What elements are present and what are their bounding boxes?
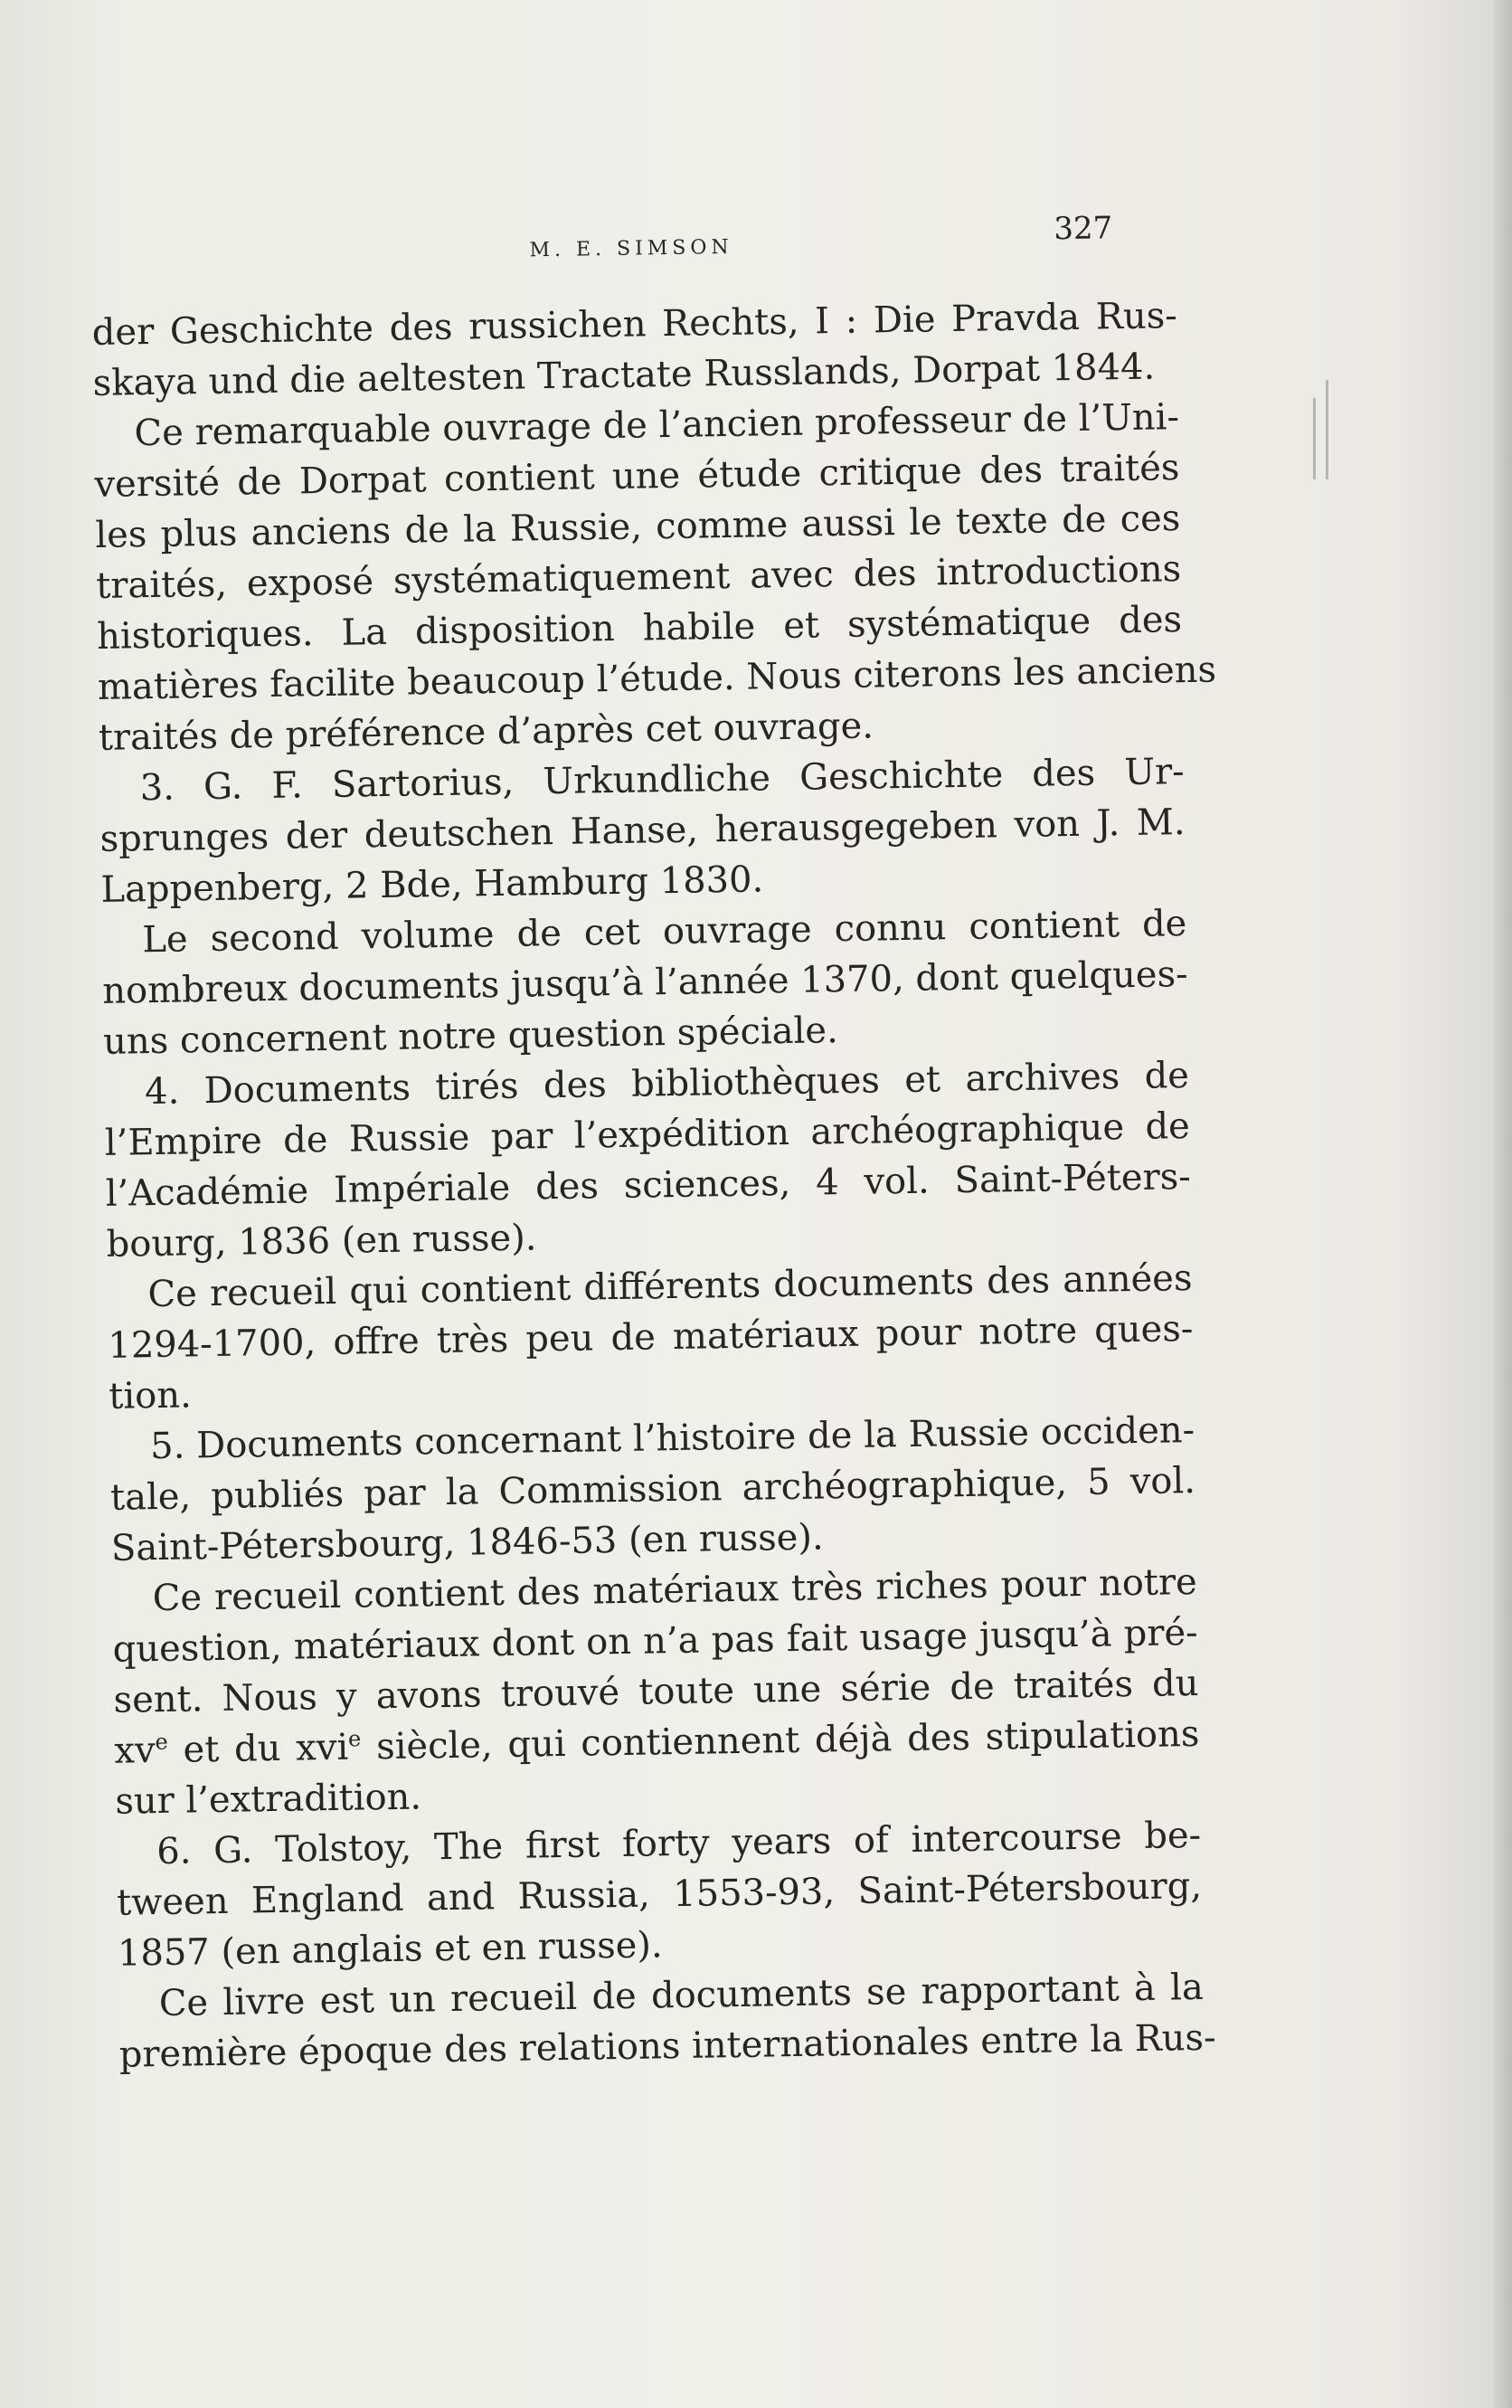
text-line: les plus anciens de la Russie, comme aussi le texte de ces xyxy=(95,498,1181,556)
text-line: Ce recueil contient des matériaux très riches pour notre xyxy=(152,1560,1198,1620)
text-line: 1294-1700, offre très peu de matériaux pour notre ques- xyxy=(108,1308,1194,1367)
page-edge-shadow xyxy=(1494,0,1512,2408)
text-line: skaya und die aeltesten Tractate Russlands, Dorpat 1844. xyxy=(92,346,1156,404)
running-head-author: M. E. SIMSON xyxy=(529,235,733,262)
text-line: première époque des relations internationales entre la Rus- xyxy=(118,2016,1216,2076)
running-head xyxy=(90,209,1177,280)
scan-mark xyxy=(1326,380,1328,479)
text-line: 5. Documents concernant l’histoire de la Russie occiden- xyxy=(149,1408,1195,1468)
page-number: 327 xyxy=(1053,210,1113,248)
text-line: uns concernent notre question spéciale. xyxy=(102,1010,839,1063)
century-superscript: e xyxy=(155,1729,168,1755)
century-superscript: e xyxy=(347,1726,362,1752)
text-line: Ce recueil qui contient différents documents des années xyxy=(147,1257,1193,1316)
text-line: versité de Dorpat contient une étude critique des traités xyxy=(94,447,1180,506)
text-line: Ce remarquable ouvrage de l’ancien professeur de l’Uni- xyxy=(134,396,1180,455)
text-line: Saint-Pétersbourg, 1846-53 (en russe). xyxy=(110,1516,825,1569)
text-line: tion. xyxy=(108,1374,193,1417)
text-line: tween England and Russia, 1553-93, Saint-Pétersbourg, xyxy=(116,1864,1203,1924)
text-line: bourg, 1836 (en russe). xyxy=(106,1217,537,1266)
text-line: 4. Documents tirés des bibliothèques et archives de xyxy=(144,1055,1190,1114)
scan-mark xyxy=(1313,398,1316,479)
text-line: l’Empire de Russie par l’expédition archéographique de xyxy=(104,1105,1191,1164)
text-line: matières facilite beaucoup l’étude. Nous citerons les anciens xyxy=(97,649,1217,708)
century-16: xvi xyxy=(295,1726,349,1769)
text-line: sent. Nous y avons trouvé toute une série de traités du xyxy=(113,1662,1199,1721)
text-line: Ce livre est un recueil de documents se rapportant à la xyxy=(158,1966,1205,2025)
text-line: 6. G. Tolstoy, The first forty years of intercourse be- xyxy=(156,1814,1202,1873)
text-line: Lappenberg, 2 Bde, Hamburg 1830. xyxy=(100,858,764,911)
text-line: traités de préférence d’après cet ouvrage. xyxy=(98,705,874,759)
century-15: xv xyxy=(114,1730,156,1772)
text-line: Le second volume de cet ouvrage connu contient de xyxy=(142,903,1187,962)
text-line: sprunges der deutschen Hanse, herausgegeben von J. M. xyxy=(99,801,1186,860)
paragraph xyxy=(91,290,1217,2081)
text-line: 3. G. F. Sartorius, Urkundliche Geschichte des Ur- xyxy=(139,751,1185,810)
text-line: l’Académie Impériale des sciences, 4 vol. Saint-Péters- xyxy=(105,1156,1192,1215)
page-text xyxy=(90,209,1217,2081)
text-line: traités, exposé systématiquement avec des introductions xyxy=(95,548,1182,607)
text-line: der Geschichte des russichen Rechts, I : Die Pravda Rus- xyxy=(91,295,1178,354)
text-line: tale, publiés par la Commission archéographique, 5 vol. xyxy=(109,1459,1196,1519)
text-line: 1857 (en anglais et en russe). xyxy=(117,1924,663,1975)
text-fragment: et du xyxy=(183,1727,281,1771)
text-fragment: siècle, qui contiennent déjà des stipulations xyxy=(375,1712,1200,1768)
text-line: nombreux documents jusqu’à l’année 1370, dont quelques- xyxy=(101,953,1188,1012)
text-line: historiques. La disposition habile et systématique des xyxy=(96,599,1183,658)
text-line: question, matériaux dont on n’a pas fait usage jusqu’à pré- xyxy=(112,1611,1198,1671)
text-line: sur l’extradition. xyxy=(115,1776,422,1823)
